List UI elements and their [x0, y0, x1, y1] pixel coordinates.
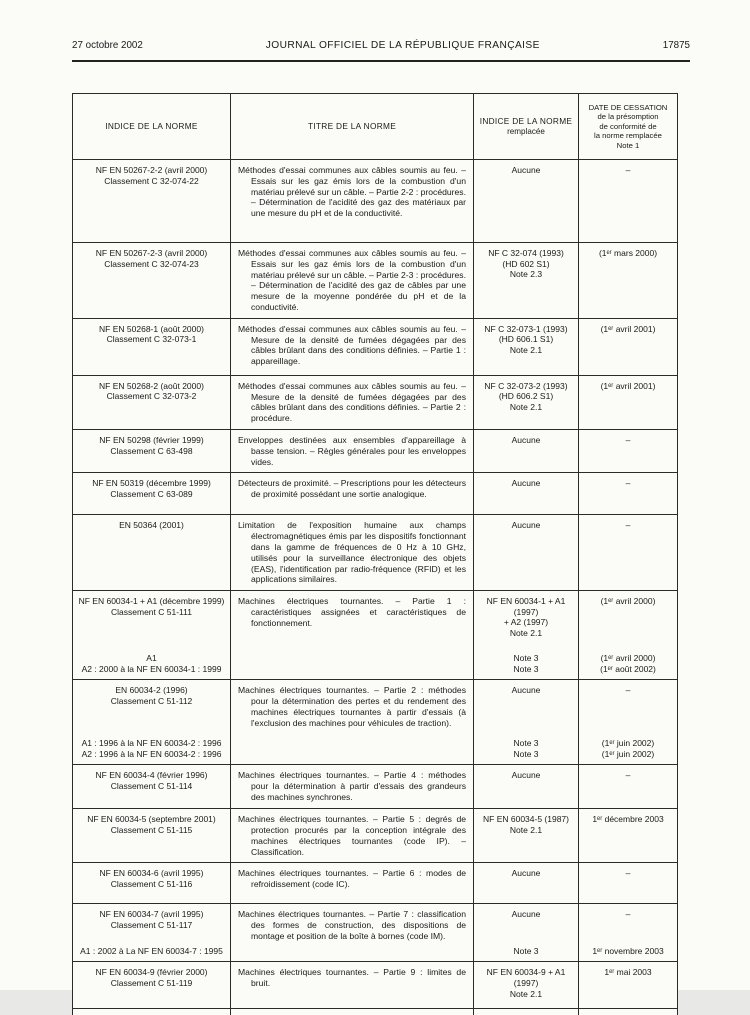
stub-cell: [474, 1009, 579, 1015]
replaced-index-cell: [474, 430, 579, 472]
cell-line: NF EN 60034-7 (avril 1995): [99, 909, 204, 920]
cell-lines: [478, 596, 574, 638]
norm-index-cell: [73, 809, 231, 862]
cell-line: (1ᵉʳ août 2002): [600, 663, 656, 674]
table-header-row: [73, 94, 677, 160]
norm-index-cell: [73, 962, 231, 1008]
cell-lines: [583, 324, 673, 335]
replaced-index-cell: [474, 591, 579, 679]
cell-lines: [478, 868, 574, 879]
cell-line: NF EN 60034-4 (février 1996): [95, 770, 208, 781]
table-row: [73, 962, 677, 1009]
cell-line: Aucune: [511, 434, 541, 445]
norm-title: Machines électriques tournantes. – Partie 1 : caractéristiques assignées et caractéristiques de fonctionnement.: [238, 596, 466, 628]
norm-index-cell: [73, 904, 231, 961]
cell-line: (1ᵉʳ mars 2000): [598, 248, 658, 258]
cell-line: NF EN 50298 (février 1999): [99, 434, 204, 445]
cell-lines: [583, 596, 673, 607]
replaced-index-cell: [474, 515, 579, 590]
cell-line: NF EN 50268-1 (août 2000): [99, 323, 204, 334]
cell-line: Aucune: [511, 520, 541, 531]
table-row: [73, 680, 677, 765]
replaced-index-cell: [474, 319, 579, 375]
cell-lines: [478, 770, 574, 781]
cell-line: Aucune: [511, 165, 541, 175]
norm-title: Méthodes d'essai communes aux câbles soumis au feu. – Mesure de la densité de fumées dégagées par des câbles brûlant dans des conditions définies. – Partie 1 : appareillage.: [238, 323, 466, 367]
cell-lines: [77, 596, 226, 617]
cell-line: NF EN 50268-2 (août 2000): [99, 380, 204, 391]
norm-title-cell: [231, 680, 474, 764]
norm-index-cell: [73, 863, 231, 903]
cell-line: (1ᵉʳ juin 2002): [601, 737, 655, 748]
cell-line: NF EN 50267-2-2 (avril 2000): [95, 165, 208, 175]
cell-lines: [583, 868, 673, 879]
norm-title: Méthodes d'essai communes aux câbles soumis au feu. – Essais sur les gaz émis lors de la combustion d'un matériau prélevé sur un câble. – Partie 2-2 : procédures. – Détermination de l'acidité des gaz des matériaux par une mesure du pH et de la conductivité.: [238, 165, 466, 219]
cell-lines: [583, 967, 673, 978]
cell-line: NF C 32-073-1 (1993): [484, 323, 568, 334]
norm-title-cell: [231, 430, 474, 472]
norm-title-cell: [231, 863, 474, 903]
cell-line: Classement C 32-074-22: [104, 175, 199, 186]
page-header: [72, 40, 690, 51]
cell-line: Note 3: [513, 945, 539, 956]
table-row: [73, 863, 677, 904]
cell-line: Classement C 63-498: [110, 445, 193, 456]
cell-lines: [77, 909, 226, 930]
cell-line: Classement C 51-116: [110, 878, 193, 889]
cell-line: Classement C 32-073-1: [106, 334, 197, 345]
norm-title: Enveloppes destinées aux ensembles d'appareillage à basse tension. – Règles générales pour les enveloppes vides.: [238, 434, 466, 467]
cessation-date-cell: [579, 515, 677, 590]
cell-line: NF EN 60034-9 (février 2000): [95, 967, 208, 978]
cell-lines: [583, 435, 673, 446]
norm-title-cell: [231, 962, 474, 1008]
amendment-lines: [77, 653, 226, 674]
cell-lines: [77, 520, 226, 531]
cell-line: (1ᵉʳ avril 2001): [600, 380, 656, 391]
cell-lines: [583, 165, 673, 176]
table-row: [73, 765, 677, 809]
norm-title-cell: [231, 904, 474, 961]
cell-line: (HD 606.2 S1): [498, 391, 554, 402]
cell-line: A2 : 2000 à la NF EN 60034-1 : 1999: [81, 663, 222, 674]
cell-line: Aucune: [511, 909, 541, 920]
table-row: [73, 430, 677, 473]
cell-lines: [77, 770, 226, 791]
cell-lines: [583, 248, 673, 259]
cell-lines: [77, 248, 226, 269]
cell-line: EN 60034-2 (1996): [115, 685, 188, 696]
cell-line: Classement C 51-119: [110, 977, 193, 988]
cell-line: Note 2.1: [509, 824, 543, 835]
replaced-index-cell: [474, 962, 579, 1008]
amendment-lines: [583, 738, 673, 759]
stub-cell: [231, 1009, 474, 1015]
norm-title: Machines électriques tournantes. – Partie 9 : limites de bruit.: [238, 967, 466, 989]
norm-title: Machines électriques tournantes. – Partie 7 : classification des formes de construction, des dispositions de montage et position de la boîte à bornes (code IM).: [238, 909, 466, 941]
cell-line: A2 : 1996 à la NF EN 60034-2 : 1996: [81, 748, 222, 759]
cell-line: Classement C 51-115: [110, 824, 193, 835]
amendment-lines: [478, 738, 574, 759]
cell-lines: [77, 435, 226, 456]
cessation-date-cell: [579, 319, 677, 375]
cell-line: Classement C 32-074-23: [104, 258, 199, 269]
cell-lines: [583, 814, 673, 825]
cell-line: NF EN 60034-1 + A1: [486, 596, 566, 607]
header-label: TITRE DE LA NORME: [307, 121, 397, 132]
cell-line: NF C 32-073-2 (1993): [484, 380, 568, 391]
cell-line: –: [625, 909, 631, 920]
norm-title-cell: [231, 243, 474, 318]
cell-lines: [77, 685, 226, 706]
cell-lines: [77, 381, 226, 402]
cell-line: EN 50364 (2001): [119, 520, 184, 531]
cell-line: Classement C 51-111: [111, 606, 192, 617]
cell-line: 1ᵉʳ mai 2003: [604, 967, 652, 978]
replaced-index-cell: [474, 904, 579, 961]
cell-line: Note 3: [513, 737, 539, 748]
cell-line: Classement C 51-114: [110, 780, 193, 791]
header-label: de la présomption: [597, 112, 659, 122]
replaced-index-cell: [474, 473, 579, 514]
cessation-date-cell: [579, 160, 677, 242]
cell-line: NF EN 60034-5 (1987): [483, 814, 569, 825]
table-row: [73, 376, 677, 430]
page-number: 17875: [662, 40, 690, 51]
cell-line: Note 3: [513, 663, 539, 674]
norm-index-cell: [73, 473, 231, 514]
norm-index-cell: [73, 765, 231, 808]
cell-line: NF EN 50319 (décembre 1999): [92, 478, 211, 489]
header-rule: [72, 60, 690, 62]
cell-line: Classement C 51-112: [110, 695, 193, 706]
cell-lines: [478, 520, 574, 531]
cell-lines: [583, 685, 673, 696]
cell-line: Aucune: [511, 868, 541, 879]
cell-line: –: [625, 165, 631, 175]
norm-title-cell: [231, 160, 474, 242]
norm-title: Détecteurs de proximité. – Prescriptions pour les détecteurs de proximité possédant une sortie analogique.: [238, 478, 466, 500]
header-label: la norme remplacée: [594, 131, 662, 141]
cell-lines: [77, 165, 226, 186]
cell-lines: [478, 381, 574, 413]
cell-lines: [77, 967, 226, 988]
cell-lines: [77, 868, 226, 889]
norm-title: Méthodes d'essai communes aux câbles soumis au feu. – Mesure de la densité de fumées dégagées par des câbles brûlant dans des conditions définies. – Partie 2 : procédure.: [238, 380, 466, 424]
norm-title-cell: [231, 319, 474, 375]
cell-lines: [77, 478, 226, 499]
table-row: [73, 243, 677, 319]
replaced-index-cell: [474, 680, 579, 764]
cell-lines: [478, 967, 574, 999]
norm-index-cell: [73, 680, 231, 764]
norm-title: Méthodes d'essai communes aux câbles soumis au feu. – Essais sur les gaz émis lors de la combustion d'un matériau prélevé sur un câble. – Partie 2-3 : procédures. – Détermination de l'acidité des gaz de câbles par une mesure de la moyenne pondérée du pH et de la conductivité.: [238, 248, 466, 312]
table-row: [73, 904, 677, 962]
header-cessation-date: [579, 94, 677, 159]
header-norm-index: [73, 94, 231, 159]
cell-line: A1: [146, 652, 157, 663]
cell-line: (HD 602 S1): [502, 258, 550, 269]
cell-lines: [478, 814, 574, 835]
cell-line: + A2 (1997): [503, 617, 549, 628]
cell-lines: [583, 478, 673, 489]
norm-index-cell: [73, 243, 231, 318]
cell-line: 1ᵉʳ novembre 2003: [592, 945, 664, 956]
cell-line: –: [625, 434, 631, 445]
cell-lines: [478, 435, 574, 446]
cell-line: Note 2.1: [509, 988, 543, 999]
cell-line: (1997): [513, 977, 539, 988]
cell-line: Note 2.1: [509, 401, 543, 412]
cell-line: Aucune: [511, 478, 541, 489]
cell-line: Aucune: [511, 770, 541, 781]
table-row: [73, 809, 677, 863]
replaced-index-cell: [474, 376, 579, 429]
table-continuation-stub: [73, 1009, 677, 1015]
cessation-date-cell: [579, 243, 677, 318]
cessation-date-cell: [579, 376, 677, 429]
norm-index-cell: [73, 591, 231, 679]
cell-lines: [478, 685, 574, 696]
cell-line: Classement C 51-117: [110, 919, 193, 930]
replaced-index-cell: [474, 243, 579, 318]
norm-index-cell: [73, 319, 231, 375]
norm-title: Limitation de l'exposition humaine aux champs électromagnétiques émis par les dispositifs fonctionnant dans la gamme de fréquences de 0 Hz à 10 GHz, utilisés pour la surveillance électronique des objets (EAS), l'identification par radio-fréquence (RFID) et les applications similaires.: [238, 520, 466, 585]
cell-line: A1 : 2002 à La NF EN 60034-7 : 1995: [80, 945, 223, 956]
amendment-lines: [583, 653, 673, 674]
amendment-lines: [77, 946, 226, 957]
cell-line: Note 2.1: [509, 627, 543, 638]
cell-line: NF EN 60034-9 + A1: [486, 967, 566, 978]
cell-line: –: [625, 520, 631, 531]
table-row: [73, 319, 677, 376]
norm-index-cell: [73, 515, 231, 590]
amendment-lines: [478, 946, 574, 957]
header-label: de conformité de: [599, 121, 657, 131]
cell-line: –: [625, 685, 631, 696]
norm-title: Machines électriques tournantes. – Partie 6 : modes de refroidissement (code IC).: [238, 868, 466, 890]
cessation-date-cell: [579, 904, 677, 961]
cell-line: NF EN 60034-1 + A1 (décembre 1999): [78, 596, 225, 607]
cell-line: (1ᵉʳ avril 2001): [600, 323, 656, 334]
cessation-date-cell: [579, 430, 677, 472]
cell-lines: [583, 770, 673, 781]
cell-line: Note 3: [513, 748, 539, 759]
header-label: INDICE DE LA NORME: [479, 115, 573, 126]
cell-line: Note 2.3: [509, 269, 543, 280]
header-norm-title: [231, 94, 474, 159]
norm-title-cell: [231, 591, 474, 679]
norm-title-cell: [231, 376, 474, 429]
cell-lines: [478, 478, 574, 489]
cessation-date-cell: [579, 863, 677, 903]
cell-line: Note 3: [513, 652, 539, 663]
table-row: [73, 591, 677, 680]
amendment-lines: [77, 738, 226, 759]
cell-lines: [583, 381, 673, 392]
cell-lines: [77, 324, 226, 345]
header-label: INDICE DE LA NORME: [105, 121, 198, 132]
norm-index-cell: [73, 160, 231, 242]
norm-title-cell: [231, 809, 474, 862]
cessation-date-cell: [579, 473, 677, 514]
cell-line: –: [625, 868, 631, 879]
table-row: [73, 160, 677, 243]
cell-line: NF C 32-074 (1993): [488, 248, 564, 258]
stub-cell: [73, 1009, 231, 1015]
cell-line: (HD 606.1 S1): [498, 334, 554, 345]
replaced-index-cell: [474, 765, 579, 808]
cessation-date-cell: [579, 765, 677, 808]
cell-line: NF EN 60034-5 (septembre 2001): [87, 814, 216, 825]
cell-lines: [583, 909, 673, 920]
cell-line: Classement C 32-073-2: [106, 391, 197, 402]
cell-line: Note 2.1: [509, 344, 543, 355]
norms-table: [72, 93, 678, 1015]
cell-lines: [478, 165, 574, 176]
header-label: DATE DE CESSATION: [588, 102, 668, 112]
issue-date: 27 octobre 2002: [72, 40, 143, 51]
norm-index-cell: [73, 430, 231, 472]
cell-line: (1ᵉʳ juin 2002): [601, 748, 655, 759]
norm-title-cell: [231, 473, 474, 514]
cessation-date-cell: [579, 591, 677, 679]
cell-line: NF EN 50267-2-3 (avril 2000): [95, 248, 208, 258]
cell-line: A1 : 1996 à la NF EN 60034-2 : 1996: [81, 737, 222, 748]
cell-lines: [478, 248, 574, 280]
amendment-lines: [583, 946, 673, 957]
cell-line: 1ᵉʳ décembre 2003: [592, 814, 664, 825]
norm-title: Machines électriques tournantes. – Partie 2 : méthodes pour la détermination des pertes et du rendement des machines électriques tournantes à partir d'essais (à l'exclusion des machines pour véhicules de traction).: [238, 685, 466, 728]
header-replaced-index: [474, 94, 579, 159]
replaced-index-cell: [474, 809, 579, 862]
cell-line: NF EN 60034-6 (avril 1995): [99, 868, 204, 879]
replaced-index-cell: [474, 160, 579, 242]
cell-line: Classement C 63-089: [110, 488, 193, 499]
cell-line: (1997): [513, 606, 539, 617]
cessation-date-cell: [579, 809, 677, 862]
amendment-lines: [478, 653, 574, 674]
cell-line: –: [625, 770, 631, 781]
norm-title-cell: [231, 765, 474, 808]
stub-cell: [579, 1009, 677, 1015]
cell-line: (1ᵉʳ avril 2000): [600, 596, 656, 607]
norm-title-cell: [231, 515, 474, 590]
header-label: Note 1: [616, 140, 640, 150]
table-body: [73, 160, 677, 1015]
cessation-date-cell: [579, 962, 677, 1008]
norm-title: Machines électriques tournantes. – Partie 5 : degrés de protection procurés par la conception intégrale des machines électriques tournantes (code IP). – Classification.: [238, 814, 466, 857]
cell-lines: [478, 324, 574, 356]
cell-lines: [478, 909, 574, 920]
cell-line: –: [625, 478, 631, 489]
header-label: remplacée: [507, 126, 545, 136]
cessation-date-cell: [579, 680, 677, 764]
cell-lines: [583, 520, 673, 531]
norm-title: Machines électriques tournantes. – Partie 4 : méthodes pour la détermination à partir d'essais des grandeurs des machines synchrones.: [238, 770, 466, 802]
norm-index-cell: [73, 376, 231, 429]
journal-title: JOURNAL OFFICIEL DE LA RÉPUBLIQUE FRANÇAISE: [265, 40, 540, 51]
replaced-index-cell: [474, 863, 579, 903]
cell-lines: [77, 814, 226, 835]
cell-line: (1ᵉʳ avril 2000): [600, 652, 656, 663]
table-row: [73, 473, 677, 515]
cell-line: Aucune: [511, 685, 541, 696]
table-row: [73, 515, 677, 591]
